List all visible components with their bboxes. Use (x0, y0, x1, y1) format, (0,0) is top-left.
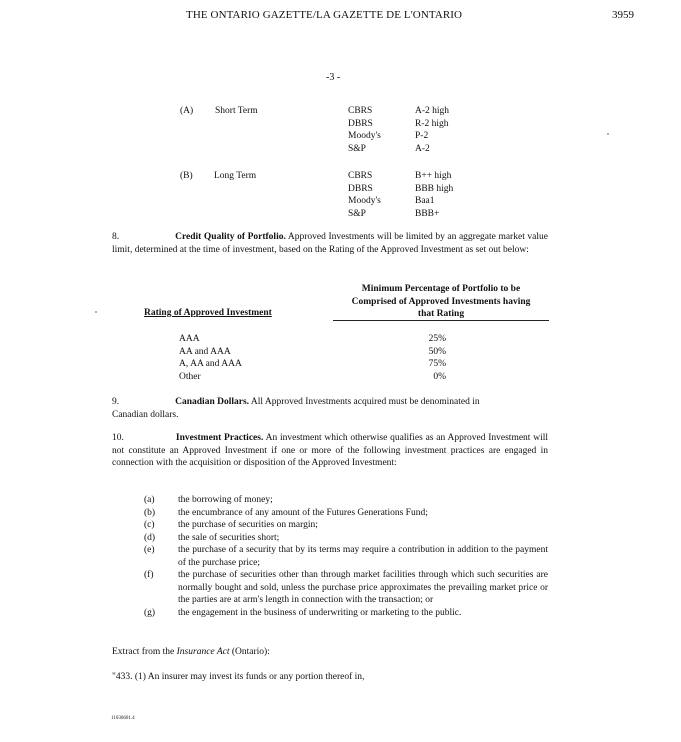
scan-speck (95, 311, 97, 313)
table-cell-pct: 50% (428, 346, 446, 357)
list-item (144, 519, 548, 532)
agency: Moody's (348, 131, 381, 141)
table-col2-rule (333, 320, 549, 321)
list-item-text: the sale of securities short; (178, 532, 280, 543)
section-9-heading: Canadian Dollars. (175, 397, 250, 407)
list-item-label: (a) (144, 495, 155, 505)
agency: DBRS (348, 183, 373, 194)
long-term-values (415, 170, 453, 220)
table-cell-pct: 75% (428, 359, 446, 369)
practices-list (144, 494, 548, 619)
table-cell-pct: 0% (433, 371, 446, 382)
table-cell-rating: Other (179, 371, 201, 382)
rating-value: BBB+ (415, 208, 440, 219)
extract-prefix: Extract from the (112, 647, 177, 657)
list-item-text: the encumbrance of any amount of the Futures Generations Fund; (178, 507, 428, 518)
table-row (179, 333, 242, 383)
long-term-label: (B) (180, 171, 193, 181)
list-item (144, 544, 548, 569)
table-cell-rating: AAA (179, 334, 200, 344)
rating-value: B++ high (415, 171, 452, 181)
section-8-heading: Credit Quality of Portfolio. (175, 232, 286, 242)
extract-line (112, 646, 270, 659)
list-item-text: the borrowing of money; (178, 495, 273, 505)
agency: Moody's (348, 196, 381, 206)
list-item-label: (d) (144, 532, 156, 543)
short-term-name: Short Term (215, 106, 258, 116)
table-row (396, 333, 446, 383)
list-item-label: (b) (144, 507, 156, 518)
list-item-text: the purchase of securities other than through market facilities through which such securities are normally bought and sold, unless the purchase price approximates the prevailing market price or the parties are at arm's length in connection with the transaction; or (178, 570, 548, 605)
list-item (144, 494, 548, 507)
section-10-body: An investment which otherwise qualifies as an Approved Investment will not constitute an Approved Investment if one or more of the following investment practices are engaged in connection with the acquisition or disposition of the Approved Investment: (112, 433, 548, 469)
list-item-text: the purchase of a security that by its terms may require a contribution in addition to the payment of the purchase price; (178, 545, 548, 568)
rating-value: P-2 (415, 131, 429, 141)
table-col1-header: Rating of Approved Investment (144, 308, 272, 318)
table-cell-rating: AA and AAA (179, 346, 231, 357)
list-item (144, 507, 548, 520)
table-col2-header-line: that Rating (417, 309, 465, 319)
list-item (144, 532, 548, 545)
insurance-act-quote: "433. (1) An insurer may invest its funds or any portion thereof in, (112, 672, 365, 682)
long-term-agencies (348, 170, 418, 220)
section-10-number: 10. (112, 433, 124, 443)
short-term-agencies (348, 105, 418, 155)
section-9-body-cont: Canadian dollars. (112, 409, 179, 420)
section-8-number: 8. (112, 232, 120, 242)
list-item-text: the purchase of securities on margin; (178, 520, 318, 530)
list-item (144, 607, 548, 620)
short-term-values (415, 105, 449, 155)
agency: CBRS (348, 171, 373, 181)
agency: CBRS (348, 106, 373, 116)
scan-speck (607, 133, 609, 135)
rating-value: A-2 high (415, 106, 450, 116)
section-8-body: Approved Investments will be limited by an aggregate market value limit, determined at the time of investment, based on the Rating of the Approved Investment as set out below: (112, 232, 548, 255)
section-10-paragraph (112, 432, 548, 470)
sub-page-number: -3 - (326, 72, 341, 83)
table-cell-pct: 25% (428, 334, 446, 344)
rating-value: R-2 high (415, 118, 449, 129)
rating-value: A-2 (415, 143, 430, 154)
section-9-body: All Approved Investments acquired must be denominated in (250, 397, 480, 407)
agency: S&P (348, 208, 366, 219)
table-col2-header-line: Minimum Percentage of Portfolio to be (361, 284, 521, 294)
list-item-label: (c) (144, 520, 155, 530)
agency: S&P (348, 143, 366, 154)
short-term-label: (A) (180, 106, 194, 116)
page-number: 3959 (612, 9, 634, 21)
list-item-label: (g) (144, 607, 156, 618)
rating-value: Baa1 (415, 196, 435, 206)
list-item-text: the engagement in the business of underwriting or marketing to the public. (178, 607, 462, 618)
agency: DBRS (348, 118, 373, 129)
long-term-name: Long Term (214, 171, 257, 181)
list-item-label: (f) (144, 570, 154, 580)
extract-suffix: (Ontario): (229, 647, 270, 657)
section-8-paragraph (112, 231, 548, 256)
rating-value: BBB high (415, 183, 454, 194)
table-cell-rating: A, AA and AAA (179, 359, 242, 369)
table-col2-header (333, 283, 549, 321)
section-9-number: 9. (112, 397, 120, 407)
table-col2-header-line: Comprised of Approved Investments having (351, 296, 531, 307)
extract-act-name: Insurance Act (176, 647, 230, 657)
document-code: 11036601.4 (111, 716, 135, 721)
gazette-header-title: THE ONTARIO GAZETTE/LA GAZETTE DE L'ONTARIO (186, 9, 463, 21)
list-item (144, 569, 548, 607)
list-item-label: (e) (144, 545, 155, 555)
section-10-heading: Investment Practices. (175, 433, 264, 443)
section-9-paragraph (112, 396, 548, 421)
